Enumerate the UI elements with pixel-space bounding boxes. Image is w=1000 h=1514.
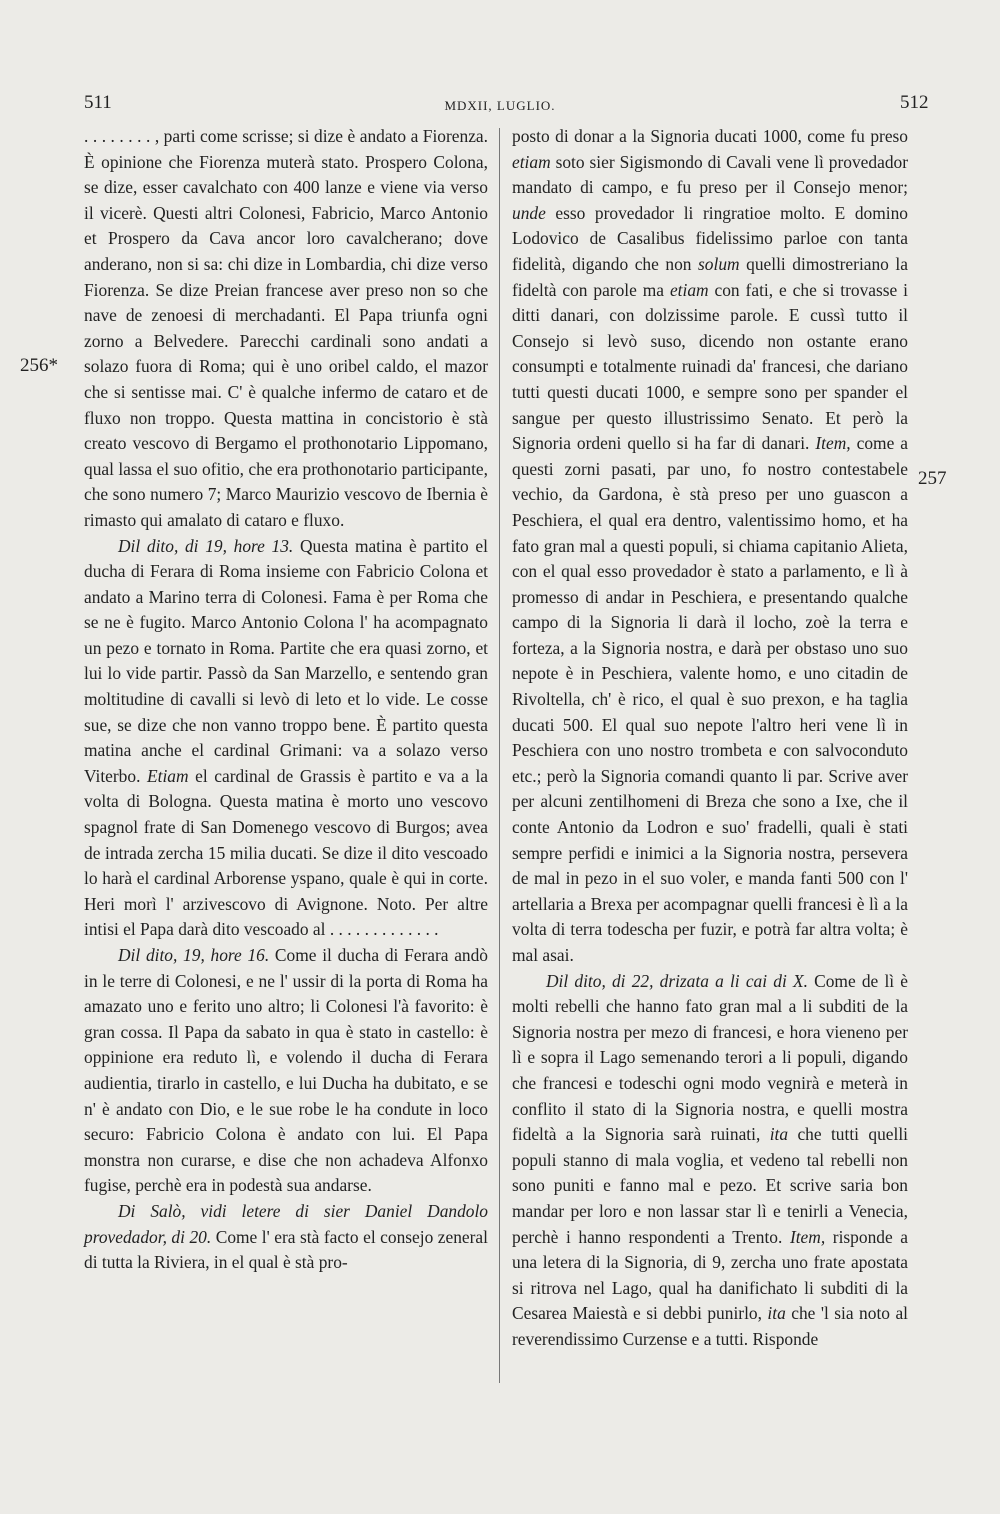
paragraph-text: Questa matina è partito el ducha di Ferara di Roma insieme con Fabricio Colona et andato a Marino terra di Colonesi. Fama è per Roma che se ne è fugito. Marco Antonio Colona l' ha acompagnato un pezo e tornato in Roma. Partite che era quasi zorno, et lui lo vide partir. Passò da San Marzello, e sentendo gran moltitudine di cavalli si levò di leto et lo vide. Le cosse sue, se dize che non vanno troppo bene. È partito questa matina anche el cardinal Grimani: va a solazo verso Viterbo. [84,535,488,786]
paragraph-text: Come de lì è molti rebelli che hanno fato gran mal a li subditi de la Signoria nostra per mezo di francesi, e hora vieneno per lì e sopra il Lago semenando terori a li populi, digando che francesi e todeschi ogni modo vegnirà e meterà in conflito il stato di la Signoria nostra, e quelli mostra fideltà a la Signoria sarà ruinati, [512,970,909,1145]
paragraph-text: quelli dimostreriano la fideltà con parole ma [512,253,908,300]
right-column [512,124,908,1353]
paragraph-text: Come il ducha di Ferara andò in le terre di Colonesi, e ne l' ussir di la porta di Roma ha amazato uno e ferito uno altro; li Colonesi l'à favorito: è gran cossa. Il Papa da sabato in qua è stato in castello: è oppinione era reduto lì, e volendo il ducha di Ferara audientia, tirarlo in castello, e lui Ducha ha dubitato, e se n' è andato con Dio, e le sue robe le ha condute in loco securo: Fabricio Colona è andato con lui. El Papa monstra non curarse, e dise che non achadeva Alfonxo fugise, perchè era in podestà sua andarse. [84,945,488,1196]
paragraph-text: esso provedador li ringratioe molto. E domino Lodovico de Casalibus fidelissimo parloe con tanta fidelità, digando che non [512,202,908,274]
column-divider [499,128,500,1383]
italic-word: etiam [512,151,551,172]
paragraph [512,124,908,969]
italic-word: Item, [789,1226,826,1247]
paragraph [84,943,488,1199]
italic-word: etiam [669,279,709,300]
italic-word: ita [769,1124,789,1145]
margin-note-left: 256* [20,355,58,376]
left-column [84,124,488,1276]
paragraph [84,1199,488,1276]
paragraph-text: soto sier Sigismondo di Cavali vene lì provedador mandato di campo, e fu preso per il Consejo menor; [512,151,908,198]
margin-note-right: 257 [918,468,947,489]
paragraph-text: . . . . . . . . , parti come scrisse; si dize è andato a Fiorenza. È opinione che Fiorenza muterà stato. Prospero Colona, se dize, esser cavalchato con 400 lanze e viene via verso il vicerè. Questi altri Colonesi, Fabricio, Marco Antonio et Prospero da Cava ancor loro cavalcherano; dove anderano, non si sa: chi dize in Lombardia, chi dize verso Fiorenza. Se dize Preian francese aver preso non so che nave de zenoesi di merchadanti. El Papa triunfa ogni zorno a Belvedere. Parecchi cardinali sono andati a solazo fuora di Roma; qui è uno oribel caldo, el mazor che si sentisse mai. C' è qualche infermo de cataro et de fluxo non troppo. Questa mattina in concistorio è stà creato vescovo di Bergamo el prothonotario Lippomano, qual lassa el suo ofitio, che era prothonotario participante, che sono numero 7; Marco Maurizio vescovo de Ibernia è rimasto qui amalato di cataro e fluxo. [84,126,488,530]
entry-heading: Dil dito, di 19, hore 13. [118,535,294,556]
paragraph-text: Come l' era stà facto el consejo zeneral di tutta la Riviera, in el qual è stà pro- [84,1226,488,1273]
paragraph-text: risponde a una letera di la Signoria, di 9, zercha uno frate apostata si ritrova nel Lago, qual ha danifichato li subditi di la Cesarea Maiestà e si debbi punirlo, [512,1226,909,1324]
italic-word: solum [698,253,740,274]
italic-word: ita [767,1303,786,1324]
paragraph [84,124,488,534]
italic-word: unde [512,202,546,223]
paragraph-text: come a questi zorni pasati, par uno, fo nostro contestabele vechio, da Gardona, è stà preso per uno guascon a Peschiera, el qual era dentro, valentissimo homo, et ha fato gran mal a questi populi, si chiama capitanio Alieta, con el qual esso provedador è stato a parlamento, e lì à promesso di andar in Peschiera, e presentando qualche campo di la Signoria li darà il locho, zoè la terra e forteza, a la Signoria nostra, e darà per obstaso uno suo nepote è in Peschiera, valente homo, e uno citadin de Rivoltella, ch' è rico, el qual è suo prexon, e ha taglia ducati 500. El qual suo nepote l'altro heri vene lì in Peschiera con uno nostro trombeta e con salvoconduto etc.; però la Signoria comandi quanto li par. Scrive aver per alcuni zentilhomeni di Breza che sono a Ixe, che il conte Antonio da Lodron e suo' fradelli, quali è stati sempre perfidi e inimici a la Signoria nostra, persevera de mal in pezo in el suo voler, e manda fanti 500 con l' artellaria a Brexa per acompagnar quelli francesi è lì a la volta di terra todescha per fuzir, e potrà far altra volta; è mal asai. [512,433,908,965]
paragraph [84,534,488,944]
paragraph [512,969,908,1353]
page-number-left: 511 [84,92,112,113]
paragraph-text: che 'l sia noto al reverendissimo Curzense e a tutti. Risponde [512,1303,908,1349]
italic-word: Item, [815,433,851,454]
paragraph-text: posto di donar a la Signoria ducati 1000, come fu preso [512,126,908,146]
running-title: MDXII, LUGLIO. [444,98,556,113]
paragraph-text: con fati, e che si trovasse i ditti danari, con dolzissime parole. E cussì tutto il Consejo si levò suso, dicendo non ostante erano consumpti e totalmente ruinadi da' francesi, che dariano tutti questi ducati 1000, e sempre sono per spander el sangue per questo illustrissimo Senato. Et però la Signoria ordeni quello si ha far di danari. [512,279,908,454]
italic-word: Etiam [147,765,189,786]
paragraph-text: che tutti quelli populi stanno di mala voglia, et vedeno tal rebelli non sono puniti e fanno mal e pezo. Et scrive saria bon mandar per loro e non lassar star lì e tenirli a Venecia, perchè i hanno respondenti a Trento. [512,1124,908,1247]
entry-heading: Dil dito, di 22, drizata a li cai di X. [546,970,808,991]
entry-heading: Dil dito, 19, hore 16. [118,945,270,965]
paragraph-text: el cardinal de Grassis è partito e va a la volta di Bologna. Questa matina è morto uno vescovo spagnol frate di San Domenego vescovo di Burgos; avea de intrada zercha 15 milia ducati. Se dize il dito vescoado lo harà el cardinal Arborense yspano, quale è qui in corte. Heri morì l' arzivescovo di Avignone. Noto. Per altre intisi el Papa darà dito vescoado al . . . . . . . . . . . . . [84,765,488,940]
page-number-right: 512 [900,92,929,113]
entry-heading: Di Salò, vidi letere di sier Daniel Dandolo provedador, di 20. [84,1200,488,1247]
